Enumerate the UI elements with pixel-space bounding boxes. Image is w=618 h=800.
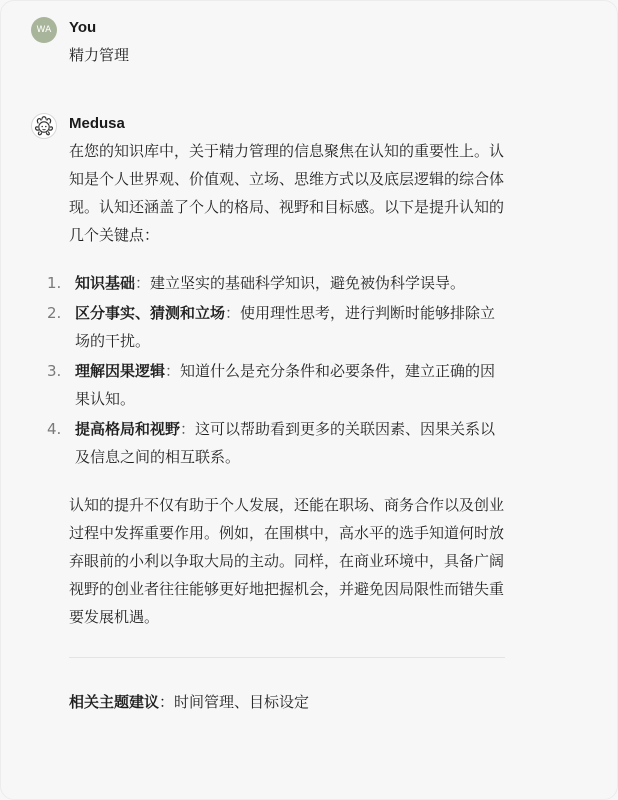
medusa-head-icon-graphic bbox=[33, 115, 55, 137]
list-item-title: 区分事实、猜测和立场 bbox=[75, 304, 226, 322]
list-item-title: 提高格局和视野 bbox=[75, 420, 181, 438]
list-item-text: 使用理性思考，进行判断时能够排除立场的干扰。 bbox=[75, 304, 496, 350]
related-topics-list: 时间管理、目标设定 bbox=[174, 693, 310, 711]
assistant-summary-paragraph: 认知的提升不仅有助于个人发展，还能在职场、商务合作以及创业过程中发挥重要作用。例如，在围棋中，高水平的选手知道何时放弃眼前的小利以争取大局的主动。同样，在商业环境中，具备广阔视野的创业者往往能够更好地把握机会，并避免因局限性而错失重要发展机遇。 bbox=[69, 496, 505, 626]
list-item bbox=[47, 415, 509, 471]
list-item bbox=[47, 269, 509, 297]
list-item bbox=[47, 299, 509, 355]
assistant-sender-name: Medusa bbox=[69, 115, 125, 132]
list-item-number: 4. bbox=[47, 420, 62, 438]
user-message-text: 精力管理 bbox=[69, 46, 130, 64]
list-item-number: 1. bbox=[47, 274, 62, 292]
list-item-separator: ： bbox=[135, 274, 151, 292]
list-item-text: 知道什么是充分条件和必要条件，建立正确的因果认知。 bbox=[75, 362, 496, 408]
key-points-list bbox=[47, 269, 509, 471]
list-item bbox=[47, 357, 509, 413]
related-topics bbox=[69, 688, 509, 716]
list-item-separator: ： bbox=[225, 304, 241, 322]
assistant-message-content bbox=[47, 137, 509, 716]
user-avatar-initials: WA bbox=[36, 25, 52, 35]
related-topics-separator: ： bbox=[159, 693, 175, 711]
list-item-separator: ： bbox=[165, 362, 181, 380]
related-topics-label: 相关主题建议 bbox=[69, 693, 160, 711]
assistant-intro-paragraph: 在您的知识库中，关于精力管理的信息聚焦在认知的重要性上。认知是个人世界观、价值观、立场、思维方式以及底层逻辑的综合体现。认知还涵盖了个人的格局、视野和目标感。以下是提升认知的几个关键点： bbox=[69, 142, 505, 244]
list-item-text: 这可以帮助看到更多的关联因素、因果关系以及信息之间的相互联系。 bbox=[75, 420, 496, 466]
list-item-text: 建立坚实的基础科学知识，避免被伪科学误导。 bbox=[150, 274, 466, 292]
user-sender-name: You bbox=[69, 19, 97, 36]
medusa-head-icon bbox=[31, 113, 57, 139]
user-avatar bbox=[31, 17, 57, 43]
divider bbox=[69, 657, 505, 658]
list-item-title: 理解因果逻辑 bbox=[75, 362, 166, 380]
list-item-number: 2. bbox=[47, 304, 62, 322]
user-message-content bbox=[69, 41, 509, 69]
list-item-number: 3. bbox=[47, 362, 62, 380]
list-item-separator: ： bbox=[180, 420, 196, 438]
list-item-title: 知识基础 bbox=[75, 274, 136, 292]
